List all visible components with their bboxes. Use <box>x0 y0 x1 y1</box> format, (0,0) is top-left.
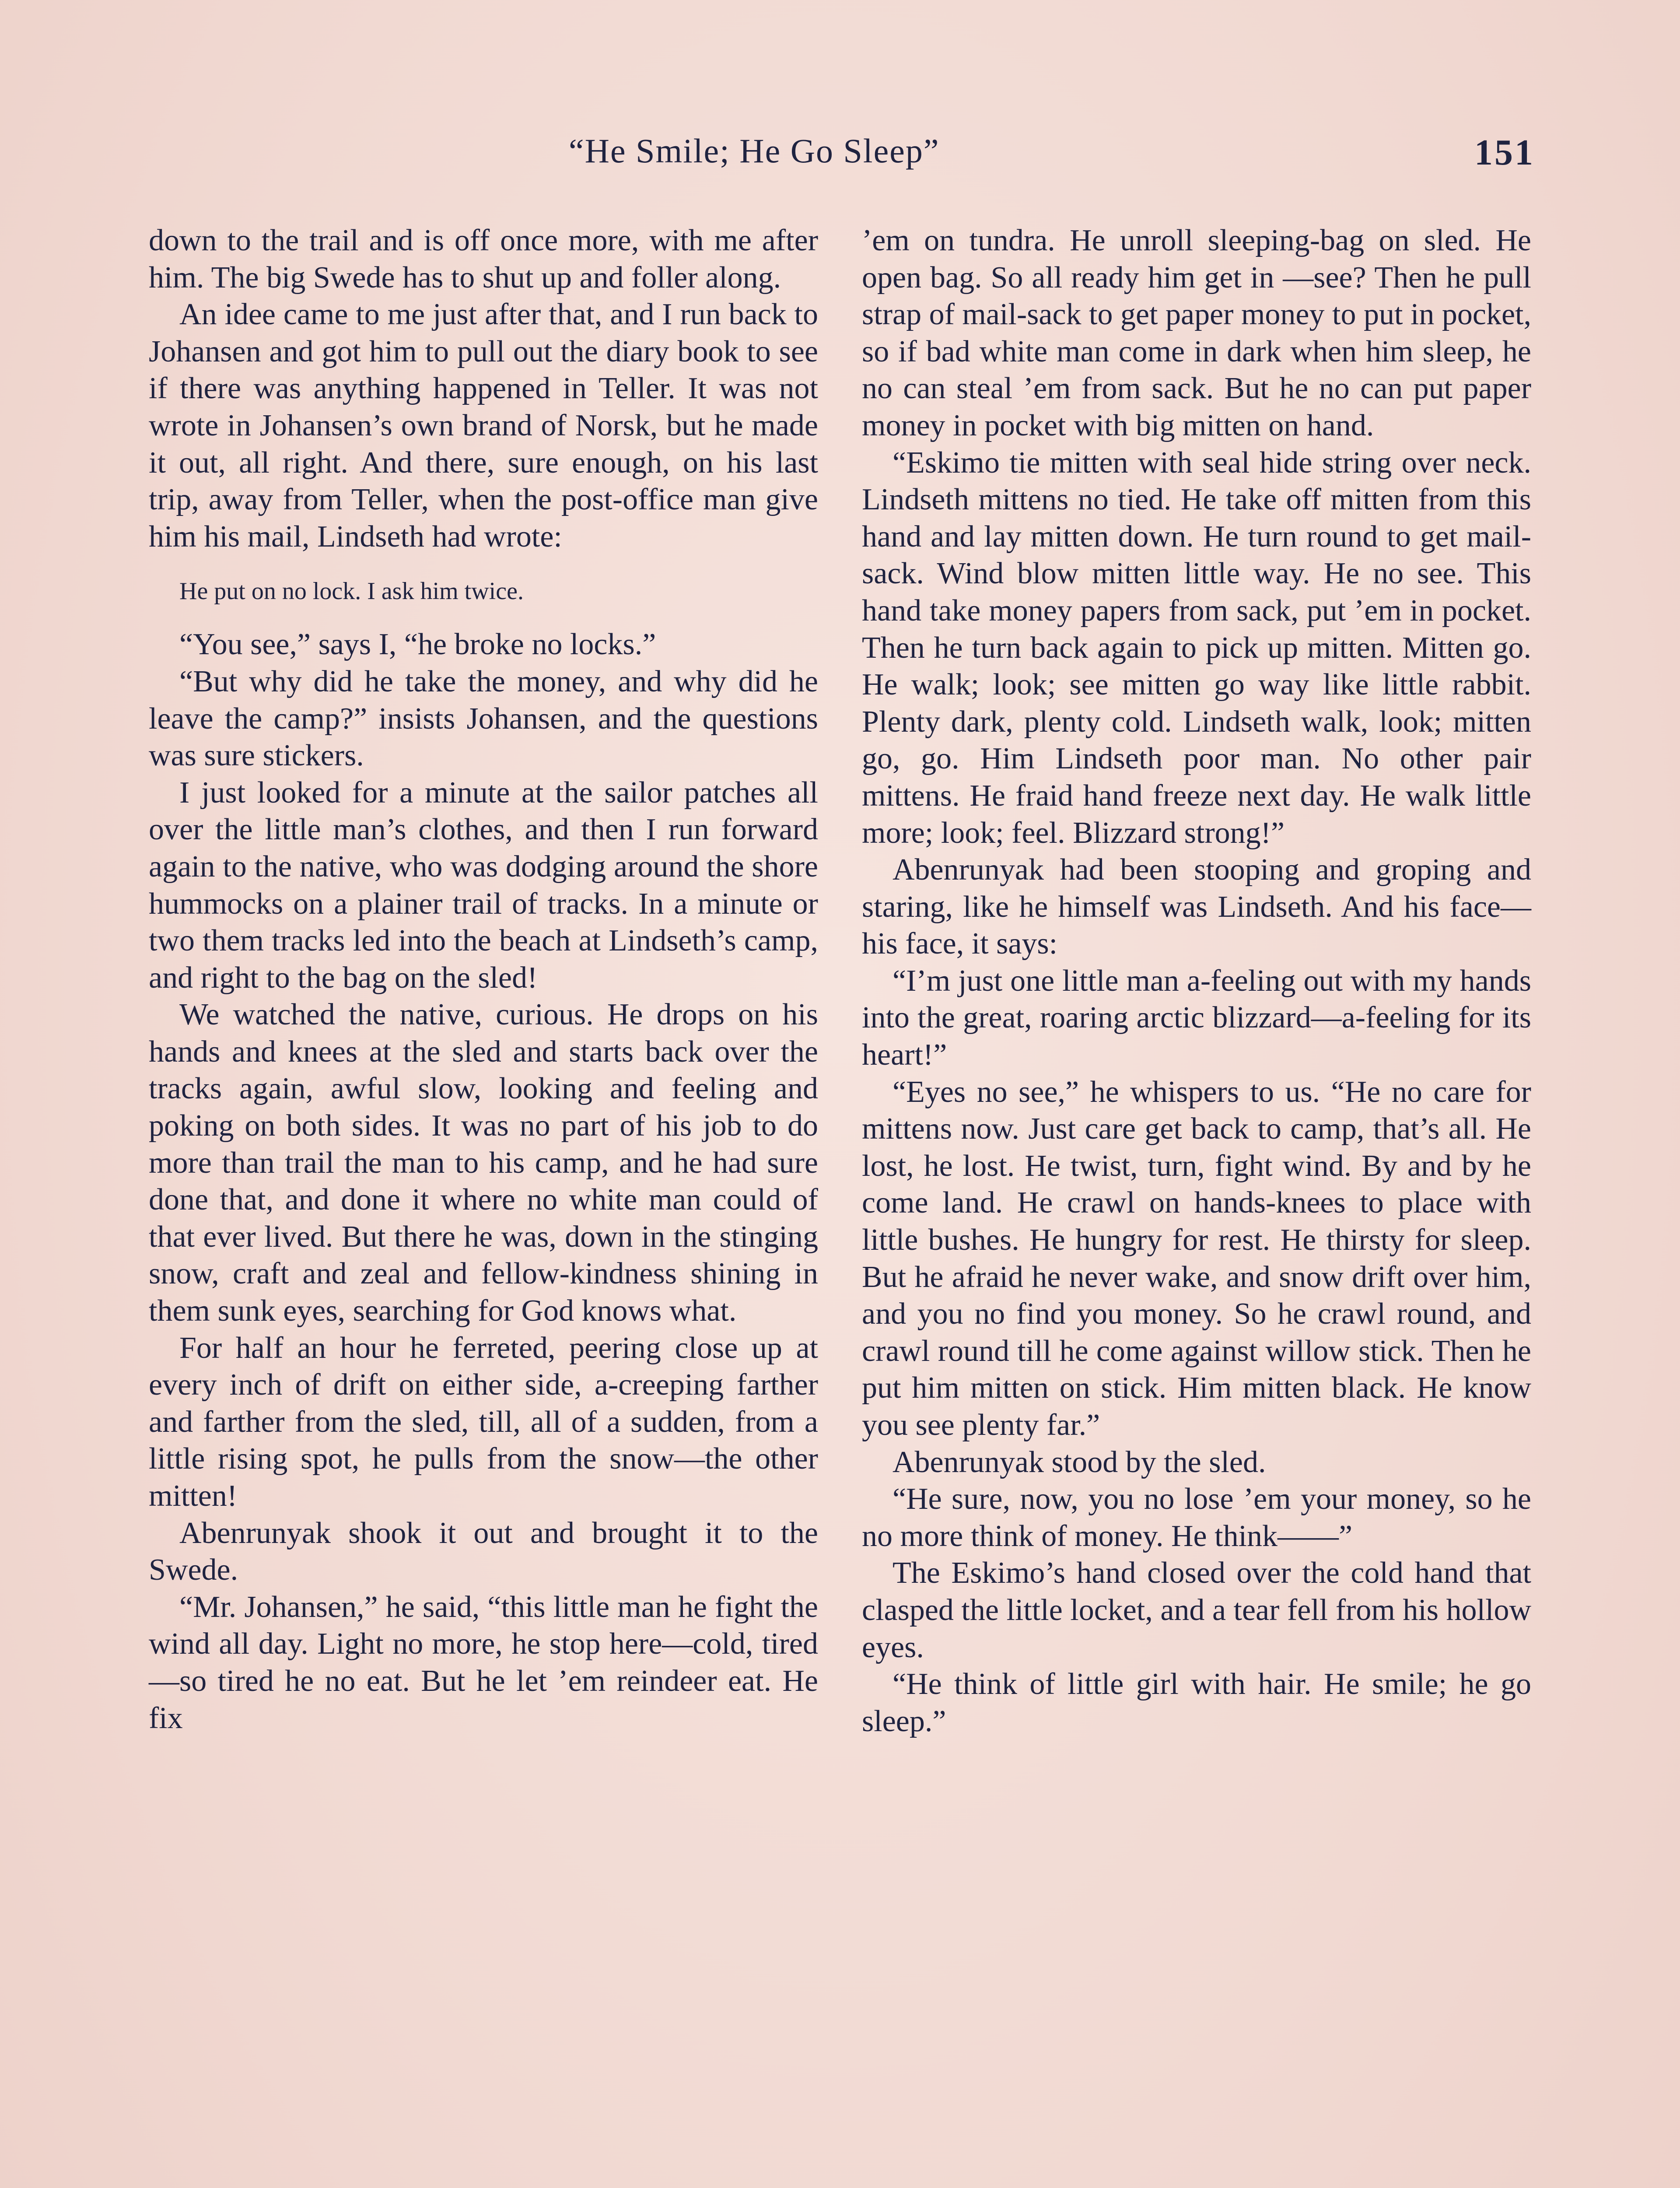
diary-quote: He put on no lock. I ask him twice. <box>179 578 524 605</box>
paragraph: The Eskimo’s hand closed over the cold hand that clasped the little locket, and a tear fell from his hollow eyes. <box>862 1556 1531 1664</box>
paragraph: Abenrunyak shook it out and brought it to the Swede. <box>149 1516 818 1587</box>
paragraph: “He sure, now, you no lose ’em your money, so he no more think of money. He think——” <box>862 1482 1531 1553</box>
paragraph: “He think of little girl with hair. He smile; he go sleep.” <box>862 1667 1531 1738</box>
paragraph: Abenrunyak stood by the sled. <box>892 1445 1266 1479</box>
paragraph: We watched the native, curious. He drops on his hands and knees at the sled and starts back over the tracks again, awful slow, looking and feeling and poking on both sides. It was no part of his job to do more than trail the man to his camp, and he had sure done that, and done it where no white man could of that ever lived. But there he was, down in the stinging snow, craft and zeal and fellow-kindness shining in them sunk eyes, searching for God knows what. <box>149 998 818 1328</box>
paragraph: “But why did he take the money, and why did he leave the camp?” insists Johansen, and the questions was sure stickers. <box>149 664 818 773</box>
paragraph: “Eskimo tie mitten with seal hide string over neck. Lindseth mittens no tied. He take off mitten from this hand and lay mitten down. He turn round to get mail-sack. Wind blow mitten little way. He no see. This hand take money papers from sack, put ’em in pocket. Then he turn back again to pick up mitten. Mitten go. He walk; look; see mitten go way like little rabbit. Plenty dark, plenty cold. Lindseth walk, look; mitten go, go. Him Lindseth poor man. No other pair mittens. He fraid hand freeze next day. He walk little more; look; feel. Blizzard strong!” <box>862 445 1531 850</box>
paragraph: “You see,” says I, “he broke no locks.” <box>179 628 656 662</box>
left-column <box>149 222 818 1737</box>
paragraph: Abenrunyak had been stooping and groping and staring, like he himself was Lindseth. And his face—his face, it says: <box>862 853 1531 961</box>
paragraph: “Eyes no see,” he whispers to us. “He no care for mittens now. Just care get back to camp, that’s all. He lost, he lost. He twist, turn, fight wind. By and by he come land. He crawl on hands-knees to place with little bushes. He hungry for rest. He thirsty for sleep. But he afraid he never wake, and snow drift over him, and you no find you money. So he crawl round, and crawl round till he come against willow stick. Then he put him mitten on stick. Him mitten black. He know you see plenty far.” <box>862 1075 1531 1442</box>
right-column <box>862 222 1531 1740</box>
paragraph: “I’m just one little man a-feeling out with my hands into the great, roaring arctic blizzard—a-feeling for its heart!” <box>862 964 1531 1072</box>
paragraph: “Mr. Johansen,” he said, “this little man he fight the wind all day. Light no more, he stop here—cold, tired—so tired he no eat. But he let ’em reindeer eat. He fix <box>149 1590 818 1735</box>
running-head: “He Smile; He Go Sleep” <box>569 132 940 170</box>
paragraph: For half an hour he ferreted, peering close up at every inch of drift on either side, a-creeping farther and farther from the sled, till, all of a sudden, from a little rising spot, he pulls from the snow—the other mitten! <box>149 1331 818 1513</box>
paragraph: ’em on tundra. He unroll sleeping-bag on sled. He open bag. So all ready him get in —see? Then he pull strap of mail-sack to get paper money to put in pocket, so if bad white man come in dark when him sleep, he no can steal ’em from sack. But he no can put paper money in pocket with big mitten on hand. <box>862 224 1531 442</box>
paragraph: An idee came to me just after that, and I run back to Johansen and got him to pull out the diary book to see if there was anything happened in Teller. It was not wrote in Johansen’s own brand of Norsk, but he made it out, all right. And there, sure enough, on his last trip, away from Teller, when the post-office man give him his mail, Lindseth had wrote: <box>149 298 818 554</box>
paragraph: I just looked for a minute at the sailor patches all over the little man’s clothes, and then I run forward again to the native, who was dodging around the shore hummocks on a plainer trail of tracks. In a minute or two them tracks led into the beach at Lindseth’s camp, and right to the bag on the sled! <box>149 775 818 995</box>
page-number: 151 <box>1474 132 1535 173</box>
paragraph: down to the trail and is off once more, with me after him. The big Swede has to shut up and foller along. <box>149 224 818 295</box>
